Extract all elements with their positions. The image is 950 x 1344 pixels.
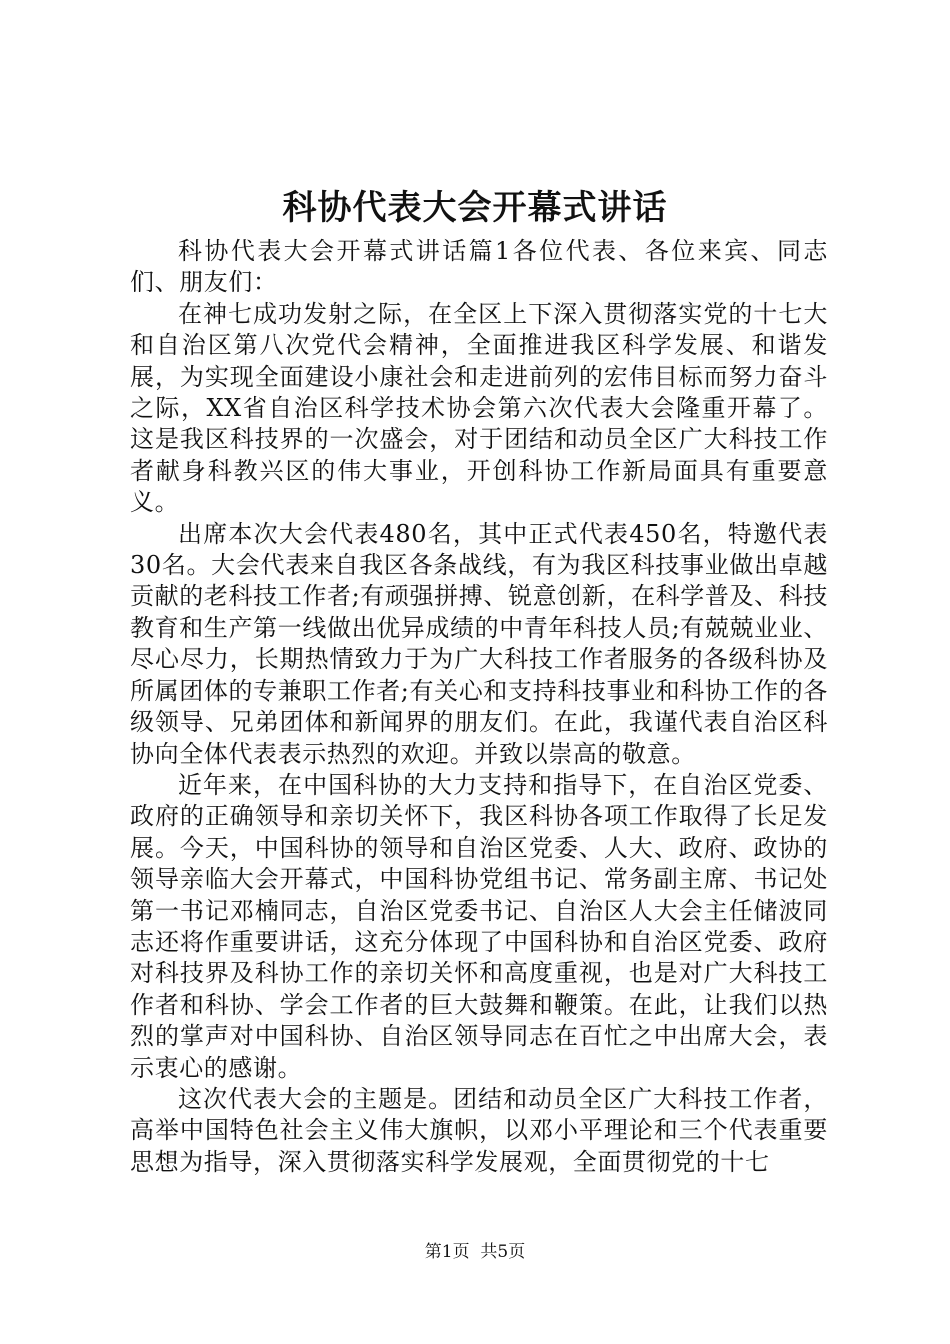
page-number: 第1页 [424, 1242, 470, 1262]
page-footer [0, 1240, 950, 1264]
paragraph-opening: 在神七成功发射之际，在全区上下深入贯彻落实党的十七大和自治区第八次党代会精神，全面推进我区科学发展、和谐发展，为实现全面建设小康社会和走进前列的宏伟目标而努力奋斗之际，XX省自治区科学技术协会第六次代表大会隆重开幕了。这是我区科技界的一次盛会，对于团结和动员全区广大科技工作者献身科教兴区的伟大事业，开创科协工作新局面具有重要意义。 [130, 299, 828, 517]
paragraph-greeting: 科协代表大会开幕式讲话篇1各位代表、各位来宾、同志们、朋友们： [130, 237, 828, 297]
document-body [130, 236, 828, 1178]
paragraph-theme: 这次代表大会的主题是。团结和动员全区广大科技工作者，高举中国特色社会主义伟大旗帜，以邓小平理论和三个代表重要思想为指导，深入贯彻落实科学发展观，全面贯彻党的十七 [130, 1084, 828, 1176]
paragraph-attendance: 出席本次大会代表480名，其中正式代表450名，特邀代表30名。大会代表来自我区各条战线，有为我区科技事业做出卓越贡献的老科技工作者;有顽强拼搏、锐意创新，在科学普及、科技教育和生产第一线做出优异成绩的中青年科技人员;有兢兢业业、尽心尽力，长期热情致力于为广大科技工作者服务的各级科协及所属团体的专兼职工作者;有关心和支持科技事业和科协工作的各级领导、兄弟团体和新闻界的朋友们。在此，我谨代表自治区科协向全体代表表示热烈的欢迎。并致以崇高的敬意。 [130, 519, 828, 768]
document-title: 科协代表大会开幕式讲话 [282, 188, 668, 228]
page-total: 共5页 [480, 1242, 526, 1262]
paragraph-recent-years: 近年来，在中国科协的大力支持和指导下，在自治区党委、政府的正确领导和亲切关怀下，我区科协各项工作取得了长足发展。今天，中国科协的领导和自治区党委、人大、政府、政协的领导亲临大会开幕式，中国科协党组书记、常务副主席、书记处第一书记邓楠同志，自治区党委书记、自治区人大会主任储波同志还将作重要讲话，这充分体现了中国科协和自治区党委、政府对科技界及科协工作的亲切关怀和高度重视，也是对广大科技工作者和科协、学会工作者的巨大鼓舞和鞭策。在此，让我们以热烈的掌声对中国科协、自治区领导同志在百忙之中出席大会，表示衷心的感谢。 [130, 770, 828, 1082]
